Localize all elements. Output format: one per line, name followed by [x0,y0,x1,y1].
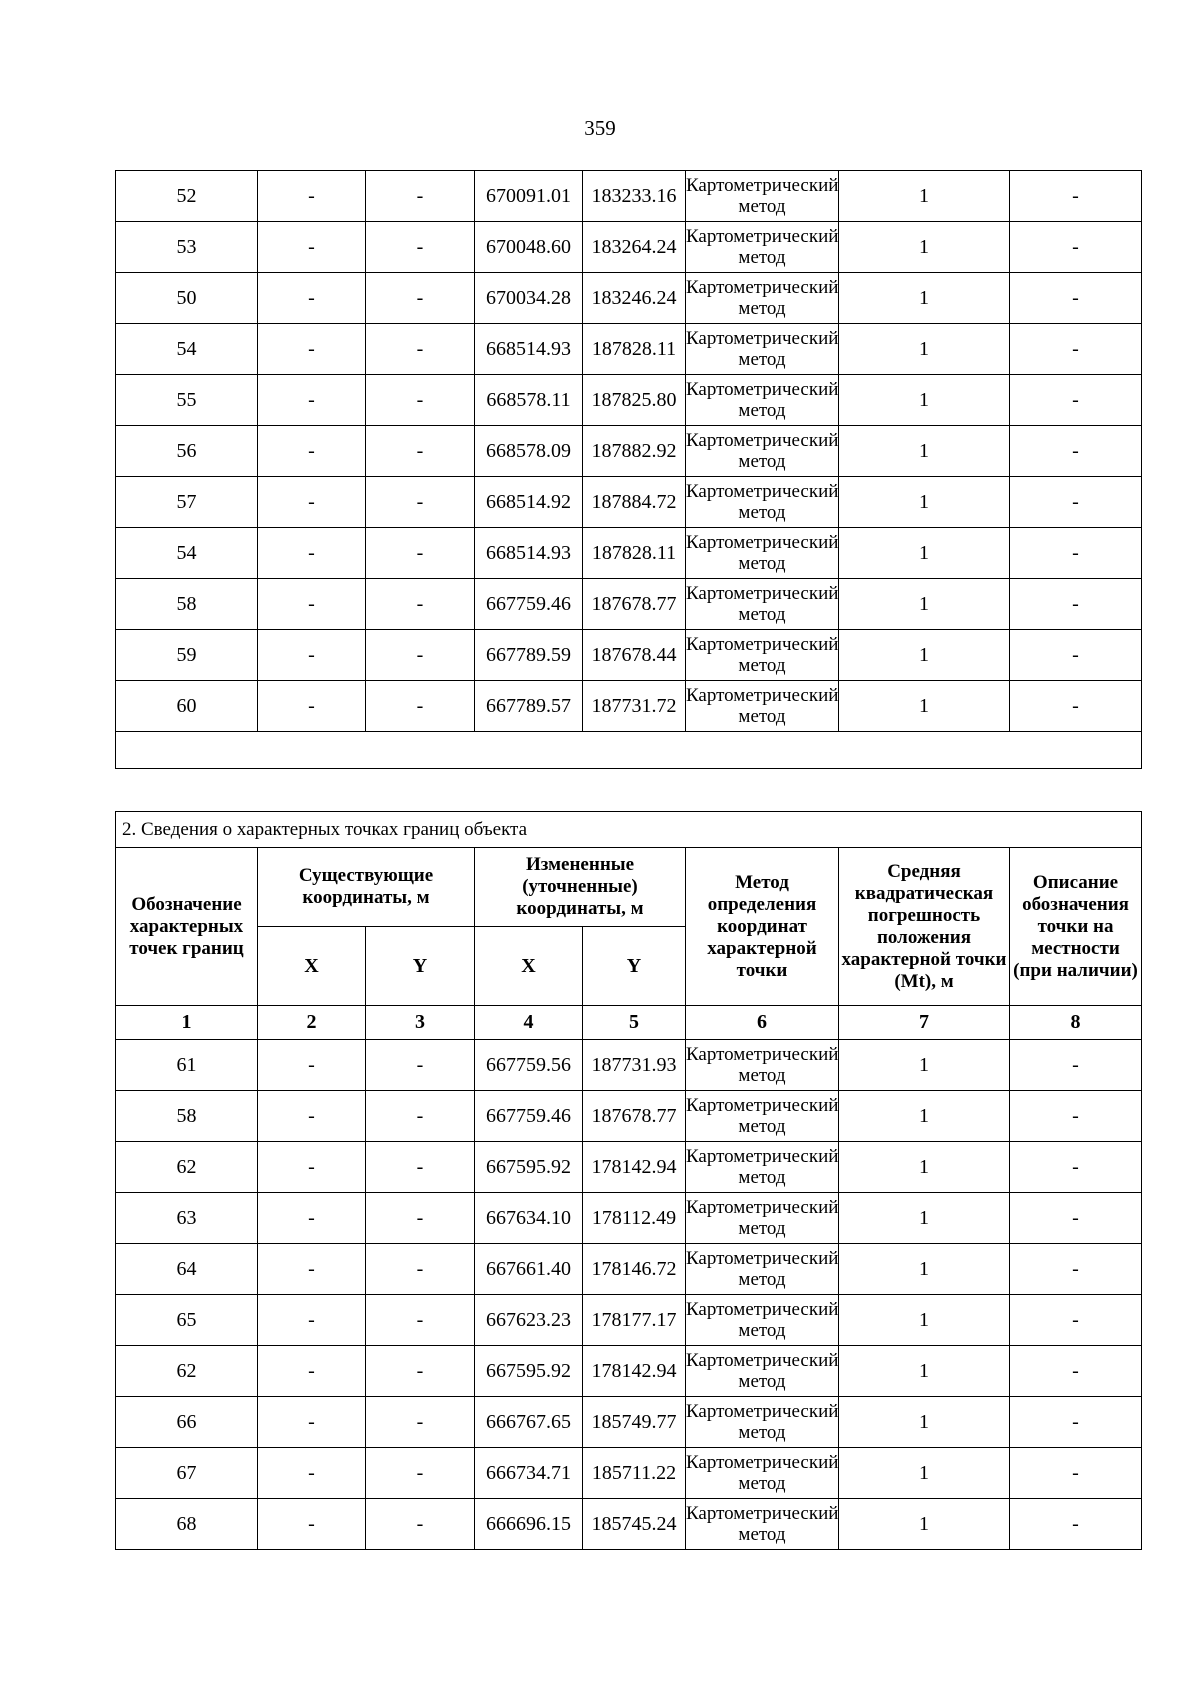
column-number: 7 [839,1006,1010,1040]
existing-x-cell: - [258,1448,366,1499]
y-coordinate-cell: 187884.72 [583,477,686,528]
header-method: Метод определения координат характерной точки [686,848,839,1006]
table2-body [116,1040,1142,1550]
x-coordinate-cell: 668514.92 [475,477,583,528]
column-number: 4 [475,1006,583,1040]
method-cell: Картометрический метод [686,477,839,528]
column-numbers-row [116,1006,1142,1040]
existing-y-cell: - [366,1142,475,1193]
accuracy-cell: 1 [839,1091,1010,1142]
point-designation-cell: 58 [116,1091,258,1142]
x-coordinate-cell: 668578.11 [475,375,583,426]
accuracy-cell: 1 [839,1346,1010,1397]
existing-y-cell: - [366,273,475,324]
table-row [116,1499,1142,1550]
x-coordinate-cell: 667595.92 [475,1142,583,1193]
description-cell: - [1010,681,1142,732]
x-coordinate-cell: 667759.46 [475,1091,583,1142]
table-row [116,1142,1142,1193]
x-coordinate-cell: 667789.57 [475,681,583,732]
y-coordinate-cell: 187678.44 [583,630,686,681]
point-designation-cell: 61 [116,1040,258,1091]
header-changed-x: X [475,927,583,1006]
point-designation-cell: 63 [116,1193,258,1244]
description-cell: - [1010,477,1142,528]
point-designation-cell: 55 [116,375,258,426]
point-designation-cell: 67 [116,1448,258,1499]
y-coordinate-cell: 185711.22 [583,1448,686,1499]
x-coordinate-cell: 667759.46 [475,579,583,630]
header-accuracy: Средняя квадратическая погрешность положения характерной точки (Mt), м [839,848,1010,1006]
accuracy-cell: 1 [839,1244,1010,1295]
table-row [116,579,1142,630]
existing-x-cell: - [258,324,366,375]
y-coordinate-cell: 178177.17 [583,1295,686,1346]
existing-y-cell: - [366,1499,475,1550]
x-coordinate-cell: 667661.40 [475,1244,583,1295]
description-cell: - [1010,1091,1142,1142]
header-point-designation: Обозначение характерных точек границ [116,848,258,1006]
method-cell: Картометрический метод [686,681,839,732]
method-cell: Картометрический метод [686,528,839,579]
point-designation-cell: 52 [116,171,258,222]
x-coordinate-cell: 668578.09 [475,426,583,477]
accuracy-cell: 1 [839,1193,1010,1244]
table-row [116,222,1142,273]
description-cell: - [1010,528,1142,579]
accuracy-cell: 1 [839,273,1010,324]
point-designation-cell: 54 [116,528,258,579]
y-coordinate-cell: 187828.11 [583,528,686,579]
table2-header [116,812,1142,1040]
point-designation-cell: 66 [116,1397,258,1448]
table-row [116,1448,1142,1499]
column-number: 8 [1010,1006,1142,1040]
existing-y-cell: - [366,1295,475,1346]
description-cell: - [1010,222,1142,273]
table-row [116,273,1142,324]
existing-x-cell: - [258,681,366,732]
table-row [116,1397,1142,1448]
point-designation-cell: 60 [116,681,258,732]
header-changed-coords: Измененные (уточненные) координаты, м [475,848,686,927]
x-coordinate-cell: 667634.10 [475,1193,583,1244]
point-designation-cell: 50 [116,273,258,324]
table-row [116,681,1142,732]
description-cell: - [1010,1499,1142,1550]
existing-x-cell: - [258,528,366,579]
method-cell: Картометрический метод [686,1448,839,1499]
y-coordinate-cell: 178142.94 [583,1142,686,1193]
table-row [116,324,1142,375]
accuracy-cell: 1 [839,579,1010,630]
header-description: Описание обозначения точки на местности (при наличии) [1010,848,1142,1006]
method-cell: Картометрический метод [686,1346,839,1397]
column-number: 1 [116,1006,258,1040]
y-coordinate-cell: 187825.80 [583,375,686,426]
y-coordinate-cell: 187828.11 [583,324,686,375]
description-cell: - [1010,1244,1142,1295]
existing-y-cell: - [366,579,475,630]
existing-x-cell: - [258,477,366,528]
y-coordinate-cell: 185749.77 [583,1397,686,1448]
y-coordinate-cell: 187678.77 [583,1091,686,1142]
x-coordinate-cell: 668514.93 [475,324,583,375]
y-coordinate-cell: 183233.16 [583,171,686,222]
table-row [116,630,1142,681]
existing-x-cell: - [258,1193,366,1244]
existing-x-cell: - [258,630,366,681]
y-coordinate-cell: 187882.92 [583,426,686,477]
header-changed-y: Y [583,927,686,1006]
boundary-points-table [115,811,1142,1550]
existing-x-cell: - [258,1040,366,1091]
point-designation-cell: 68 [116,1499,258,1550]
method-cell: Картометрический метод [686,1397,839,1448]
method-cell: Картометрический метод [686,426,839,477]
table-row [116,1295,1142,1346]
description-cell: - [1010,1295,1142,1346]
existing-y-cell: - [366,528,475,579]
existing-y-cell: - [366,1193,475,1244]
existing-y-cell: - [366,1448,475,1499]
accuracy-cell: 1 [839,1499,1010,1550]
description-cell: - [1010,375,1142,426]
point-designation-cell: 53 [116,222,258,273]
existing-y-cell: - [366,1040,475,1091]
method-cell: Картометрический метод [686,273,839,324]
method-cell: Картометрический метод [686,1091,839,1142]
table-row [116,477,1142,528]
x-coordinate-cell: 670091.01 [475,171,583,222]
table-row [116,375,1142,426]
point-designation-cell: 65 [116,1295,258,1346]
accuracy-cell: 1 [839,222,1010,273]
description-cell: - [1010,579,1142,630]
x-coordinate-cell: 667789.59 [475,630,583,681]
existing-x-cell: - [258,426,366,477]
description-cell: - [1010,1448,1142,1499]
description-cell: - [1010,324,1142,375]
existing-y-cell: - [366,222,475,273]
x-coordinate-cell: 666696.15 [475,1499,583,1550]
table-row [116,1193,1142,1244]
existing-y-cell: - [366,324,475,375]
method-cell: Картометрический метод [686,579,839,630]
y-coordinate-cell: 187731.93 [583,1040,686,1091]
point-designation-cell: 62 [116,1346,258,1397]
y-coordinate-cell: 183264.24 [583,222,686,273]
existing-x-cell: - [258,1091,366,1142]
point-designation-cell: 58 [116,579,258,630]
existing-x-cell: - [258,1244,366,1295]
table-caption: 2. Сведения о характерных точках границ объекта [116,812,1142,848]
existing-y-cell: - [366,375,475,426]
x-coordinate-cell: 668514.93 [475,528,583,579]
x-coordinate-cell: 670048.60 [475,222,583,273]
existing-y-cell: - [366,1091,475,1142]
accuracy-cell: 1 [839,477,1010,528]
existing-x-cell: - [258,171,366,222]
description-cell: - [1010,171,1142,222]
description-cell: - [1010,1142,1142,1193]
empty-cell [116,732,1142,769]
y-coordinate-cell: 178112.49 [583,1193,686,1244]
header-existing-x: X [258,927,366,1006]
header-existing-coords: Существующие координаты, м [258,848,475,927]
point-designation-cell: 54 [116,324,258,375]
existing-x-cell: - [258,375,366,426]
method-cell: Картометрический метод [686,324,839,375]
method-cell: Картометрический метод [686,171,839,222]
table-row [116,528,1142,579]
table-row [116,1091,1142,1142]
column-number: 2 [258,1006,366,1040]
y-coordinate-cell: 185745.24 [583,1499,686,1550]
accuracy-cell: 1 [839,1040,1010,1091]
x-coordinate-cell: 667759.56 [475,1040,583,1091]
method-cell: Картометрический метод [686,1499,839,1550]
table1-body [116,171,1142,769]
table-row [116,426,1142,477]
empty-row [116,732,1142,769]
table-row [116,1040,1142,1091]
table-row [116,1244,1142,1295]
existing-x-cell: - [258,1346,366,1397]
description-cell: - [1010,1346,1142,1397]
existing-x-cell: - [258,1142,366,1193]
y-coordinate-cell: 178146.72 [583,1244,686,1295]
existing-x-cell: - [258,273,366,324]
description-cell: - [1010,1193,1142,1244]
description-cell: - [1010,1040,1142,1091]
accuracy-cell: 1 [839,426,1010,477]
column-number: 6 [686,1006,839,1040]
method-cell: Картометрический метод [686,375,839,426]
accuracy-cell: 1 [839,171,1010,222]
method-cell: Картометрический метод [686,1040,839,1091]
accuracy-cell: 1 [839,1397,1010,1448]
y-coordinate-cell: 183246.24 [583,273,686,324]
existing-x-cell: - [258,579,366,630]
accuracy-cell: 1 [839,324,1010,375]
table-row [116,171,1142,222]
accuracy-cell: 1 [839,1142,1010,1193]
existing-y-cell: - [366,681,475,732]
x-coordinate-cell: 670034.28 [475,273,583,324]
description-cell: - [1010,426,1142,477]
description-cell: - [1010,630,1142,681]
point-designation-cell: 62 [116,1142,258,1193]
existing-y-cell: - [366,630,475,681]
description-cell: - [1010,273,1142,324]
point-designation-cell: 59 [116,630,258,681]
accuracy-cell: 1 [839,630,1010,681]
existing-y-cell: - [366,1244,475,1295]
point-designation-cell: 56 [116,426,258,477]
x-coordinate-cell: 666734.71 [475,1448,583,1499]
method-cell: Картометрический метод [686,1193,839,1244]
accuracy-cell: 1 [839,528,1010,579]
x-coordinate-cell: 667623.23 [475,1295,583,1346]
method-cell: Картометрический метод [686,1295,839,1346]
y-coordinate-cell: 187731.72 [583,681,686,732]
column-number: 5 [583,1006,686,1040]
point-designation-cell: 57 [116,477,258,528]
x-coordinate-cell: 666767.65 [475,1397,583,1448]
page-number: 359 [584,116,616,140]
existing-y-cell: - [366,477,475,528]
existing-y-cell: - [366,426,475,477]
existing-y-cell: - [366,1397,475,1448]
method-cell: Картометрический метод [686,222,839,273]
header-existing-y: Y [366,927,475,1006]
accuracy-cell: 1 [839,375,1010,426]
accuracy-cell: 1 [839,681,1010,732]
column-number: 3 [366,1006,475,1040]
existing-x-cell: - [258,1295,366,1346]
table-row [116,1346,1142,1397]
existing-x-cell: - [258,1397,366,1448]
y-coordinate-cell: 178142.94 [583,1346,686,1397]
method-cell: Картометрический метод [686,1142,839,1193]
existing-y-cell: - [366,171,475,222]
point-designation-cell: 64 [116,1244,258,1295]
existing-x-cell: - [258,1499,366,1550]
method-cell: Картометрический метод [686,1244,839,1295]
description-cell: - [1010,1397,1142,1448]
method-cell: Картометрический метод [686,630,839,681]
accuracy-cell: 1 [839,1295,1010,1346]
y-coordinate-cell: 187678.77 [583,579,686,630]
coordinates-table-continued [115,170,1142,769]
existing-y-cell: - [366,1346,475,1397]
existing-x-cell: - [258,222,366,273]
accuracy-cell: 1 [839,1448,1010,1499]
x-coordinate-cell: 667595.92 [475,1346,583,1397]
